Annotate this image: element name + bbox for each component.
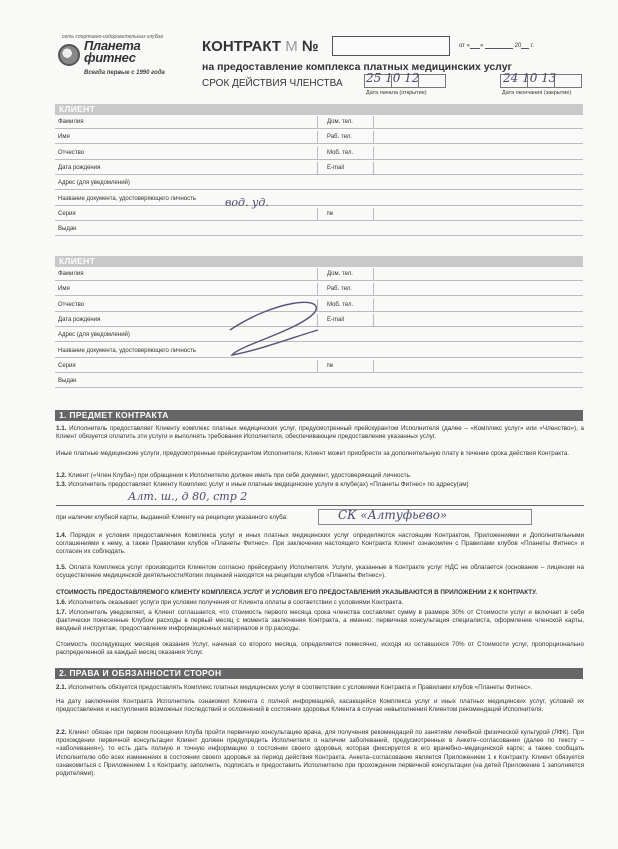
section2-title: 2. ПРАВА И ОБЯЗАННОСТИ СТОРОН bbox=[59, 668, 222, 678]
client1-row-right-label: Раб. тел. bbox=[327, 134, 352, 141]
client2-row-right-label: Моб. тел. bbox=[327, 301, 354, 308]
clause-1-4: 1.4. Порядок и условия предоставления Комплекса услуг и иных платных медицинских услуг определяются настоящим Контрактом, Приложениями и Дополнительными соглашениями к нему, а также Правилами клубов «Планеты Фитнес». При заключении настоящего Контракта Клиент ознакомлен с Правилами клубов «Планеты Фитнес» и согласен их соблюдать. bbox=[56, 532, 585, 556]
client2-row-label: Отчество bbox=[58, 301, 85, 308]
contract-m: М bbox=[285, 38, 298, 55]
clause-1-7b: Стоимость последующих месяцев оказания Услуг, начиная со второго месяца, определяется помесячно, исходя из оставшихся 70% от Стоимости услуг, пропорционально распределенной за каждый месяц оказания Услуг. bbox=[56, 641, 584, 657]
client1-row-label: Дата рождения bbox=[58, 164, 101, 171]
client2-title: КЛИЕНТ bbox=[59, 256, 96, 266]
card-label: при наличии клубной карты, выданной Клиенту на рецепции указанного клуба: bbox=[56, 514, 288, 521]
client1-title: КЛИЕНТ bbox=[59, 104, 96, 114]
client2-row-label: Адрес (для уведомлений) bbox=[58, 332, 130, 339]
term-label: СРОК ДЕЙСТВИЯ ЧЛЕНСТВА bbox=[202, 78, 343, 89]
doc-type-handwriting: вод. уд. bbox=[225, 196, 269, 209]
logo-line2: фитнес bbox=[84, 50, 136, 65]
from-label: от « bbox=[459, 43, 470, 49]
clause-1-3: 1.3. Исполнитель предоставляет Клиенту Комплекс услуг и иные платные медицинские услуги в клубе(ах) «Планеты Фитнес» по адресу(ам) bbox=[56, 481, 469, 488]
club-address-handwriting: Алт. ш., д 80, стр 2 bbox=[128, 490, 248, 503]
end-date-label: Дата окончания (закрытие) bbox=[502, 90, 572, 96]
client1-row-label: Название документа, удостоверяющего личность bbox=[58, 195, 196, 202]
clause-1-1: 1.1. Исполнитель предоставляет Клиенту комплекс платных медицинских услуг, предусмотренный прейскурантом Исполнителя (далее – «Комплекс услуг» или «Членство»), а Клиент обязуется оплатить эти услуги и выполнять требования Исполнителя, обеспечивающие предоставление указанных услуг. bbox=[56, 425, 585, 441]
client2-row-right-label: Раб. тел. bbox=[327, 286, 352, 293]
clause-1-1b: Иные платные медицинские услуги, предусмотренные прейскурантом Исполнителя, Клиент может приобрести за дополнительную плату в течение срока действия Контракта. bbox=[56, 450, 570, 457]
cost-heading: СТОИМОСТЬ ПРЕДОСТАВЛЯЕМОГО КЛИЕНТУ КОМПЛЕКСА УСЛУГ И УСЛОВИЯ ЕГО ПРЕДОСТАВЛЕНИЯ УКАЗЫВАЮТСЯ В ПРИЛОЖЕНИИ 2 К КОНТРАКТУ. bbox=[56, 589, 538, 596]
section1-header bbox=[55, 410, 583, 421]
clause-1-2: 1.2. Клиент («Член Клуба») при обращении к Исполнителю должен иметь при себе документ, удостоверяющий личность. bbox=[56, 472, 412, 479]
number-sign: № bbox=[301, 38, 319, 55]
client2-row-right-label: Дом. тел. bbox=[327, 271, 353, 277]
client1-row-right-label: № bbox=[327, 210, 334, 217]
contract-subtitle: на предоставление комплекса платных медицинских услуг bbox=[202, 61, 512, 73]
client1-row-right-label: E-mail bbox=[327, 164, 345, 171]
client1-row-label: Фамилия bbox=[58, 119, 84, 125]
logo-since: Всегда первые с 1990 года bbox=[84, 70, 165, 76]
client1-row-label: Имя bbox=[58, 134, 70, 141]
clause-1-7: 1.7. Исполнитель уведомляет, а Клиент соглашается, что стоимость первого месяца срока членства составляет сумму в размере 30% от Стоимости услуг и включает в себя фактически понесенные Клубом расходы в первый месяц с момента заключения Контракта, а именно: первичная консультация специалиста, оформление членской карты, вводный инструктаж, предоставление информационных материалов и пр.расходы. bbox=[56, 609, 585, 633]
from-year-suffix: г. bbox=[531, 43, 535, 49]
client2-row-label: Название документа, удостоверяющего личность bbox=[58, 347, 196, 354]
club-name-handwriting: СК «Алтуфьево» bbox=[338, 508, 448, 522]
client1-row-label: Серия bbox=[58, 210, 76, 217]
clause-1-6: 1.6. Исполнитель оказывает услуги при условии получения от Клиента оплаты в соответствии с условиями Контракта. bbox=[56, 599, 404, 606]
client1-row-right-label: Моб. тел. bbox=[327, 149, 354, 156]
contract-date-line: от « » 20 г. bbox=[459, 43, 535, 49]
client2-row-label: Серия bbox=[58, 362, 76, 369]
client1-row-right-label: Дом. тел. bbox=[327, 119, 353, 125]
address-fill-line bbox=[56, 505, 584, 506]
from-year: 20 bbox=[514, 43, 522, 49]
section2-header bbox=[55, 668, 583, 679]
clause-2-1: 2.1. Исполнитель обязуется предоставлять Комплекс платных медицинских услуг в соответствии с условиями Контракта и Правилами клубов «Планеты Фитнес». bbox=[56, 684, 533, 691]
client1-row-label: Адрес (для уведомлений) bbox=[58, 180, 130, 187]
client2-row-label: Выдан bbox=[58, 378, 77, 385]
section1-title: 1. ПРЕДМЕТ КОНТРАКТА bbox=[59, 410, 169, 420]
client1-row-label: Выдан bbox=[58, 226, 77, 233]
client2-row-label: Фамилия bbox=[58, 271, 84, 277]
logo-line1: Планета bbox=[84, 38, 141, 53]
clause-1-5: 1.5. Оплата Комплекса услуг производится Клиентом согласно прейскуранту Исполнителя. Услуги, указанные в Контракте услуг НДС не облагается (основание – лицензии на осуществление медицинской деятельности/Копии лицензий находятся на рецепции клубов «Планеты Фитнес»). bbox=[56, 564, 584, 580]
start-date-handwriting: 25 10 12 bbox=[366, 71, 420, 85]
client2-row-label: Дата рождения bbox=[58, 316, 101, 323]
start-date-label: Дата начала (открытие) bbox=[366, 90, 427, 96]
contract-word: КОНТРАКТ bbox=[202, 38, 282, 55]
client2-row-right-label: № bbox=[327, 362, 334, 369]
end-date-handwriting: 24 10 13 bbox=[503, 71, 557, 85]
clause-2-2: 2.2. Клиент обязан при первом посещении Клуба пройти первичную консультацию врача, для получения рекомендаций по занятиям лечебной физической культурой (ЛФК). При прохождении первичной консультации Клиент должен предупредить Исполнителя о наличии заболеваний, предусмотренных в Анкете–согласовании (далее по тексту – «заболевания»), то есть дать полную и точную информацию о состоянии своего здоровья, которая фиксируется в его врачебно–медицинской карте; а также сообщать Исполнителю обо всех изменениях в состоянии своего здоровья за период действия Контракта. Анкета–согласование является Приложением 1 к Контракту. Клиент обязуется ознакомиться с Приложением 1 к Контракту, заполнить, подписать и предоставить Исполнителю при прохождении первичной консультации (на детей Приложение 1 заполняется родителями). bbox=[56, 729, 584, 778]
logo-tagline: сеть спортивно-оздоровительных клубов bbox=[62, 34, 163, 40]
client2-row-label: Имя bbox=[58, 286, 70, 293]
client1-row-label: Отчество bbox=[58, 149, 85, 156]
clause-2-1b: На дату заключения Контракта Исполнитель ознакомил Клиента с полной информацией, касающейся Комплекса услуг и иных платных медицинских услуг, условий их предоставления и наступления возможных последствий и осложнений в состоянии здоровья Клиента в случае невыполнения Клиентом рекомендаций Исполнителя. bbox=[56, 698, 584, 714]
client2-row-right-label: E-mail bbox=[327, 316, 345, 323]
